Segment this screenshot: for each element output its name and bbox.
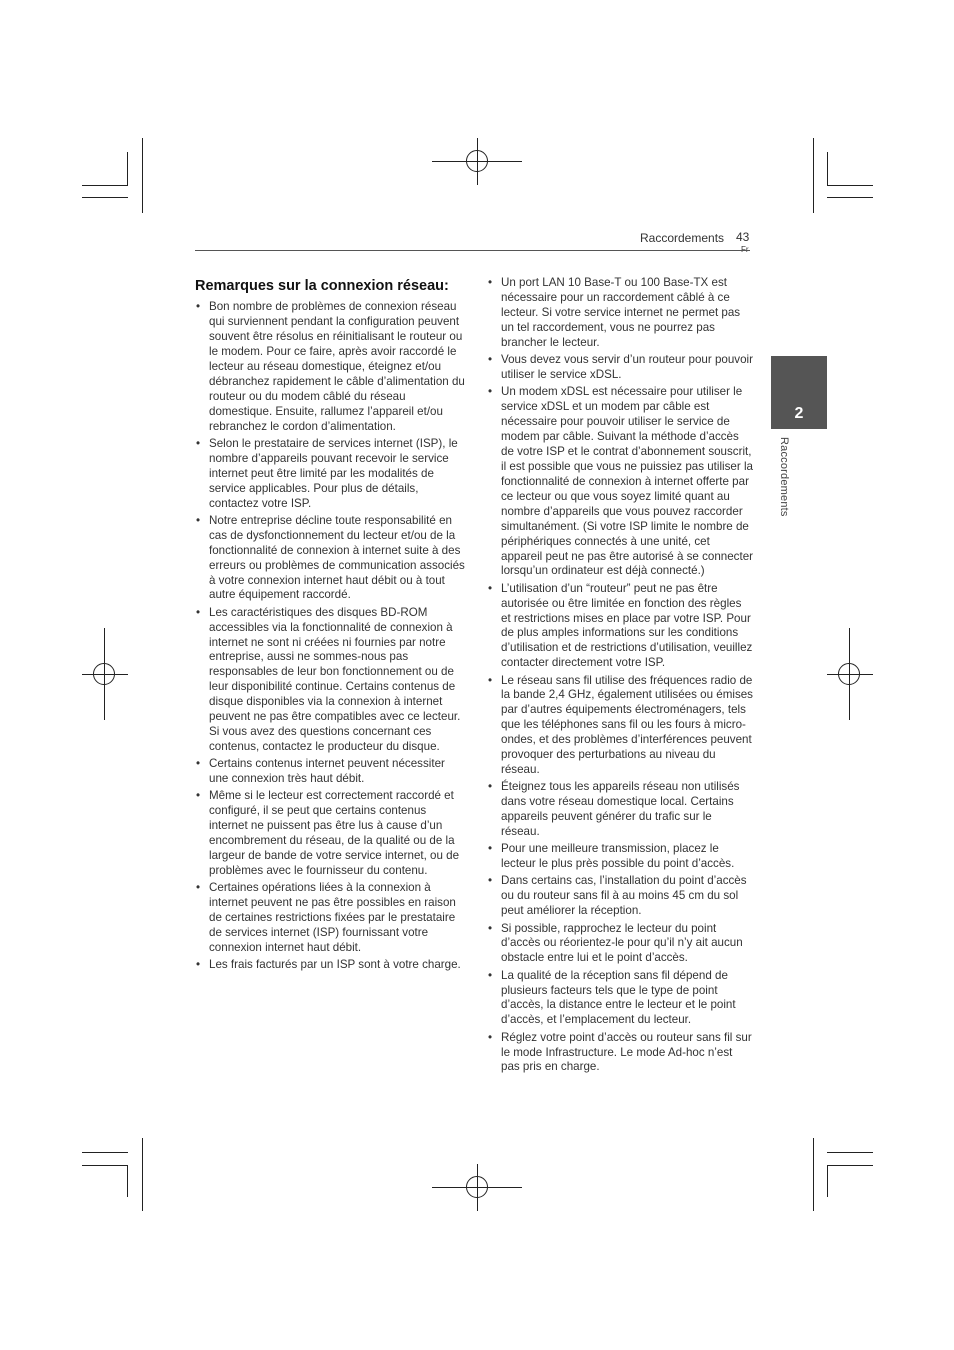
list-item: • Vous devez vous servir d’un routeur pour pouvoir utiliser le service xDSL. xyxy=(487,353,753,383)
list-item: • Selon le prestataire de services internet (ISP), le nombre d’appareils pouvant recevoir le service internet peut être limité par les modalités de service applicables. Pour plus de détails, contactez votre ISP. xyxy=(195,437,467,512)
left-column xyxy=(195,276,467,975)
list-item: • Notre entreprise décline toute responsabilité en cas de dysfonctionnement du lecteur et/ou de la fonctionnalité de connexion à internet suite à des erreurs ou problèmes de communication associés à votre connexion internet haut débit ou à tout autre équipement raccordé. xyxy=(195,514,467,604)
list-item: • Un port LAN 10 Base-T ou 100 Base-TX est nécessaire pour un raccordement câblé à ce lecteur. Si votre service internet ne permet pas un tel raccordement, vous ne pourrez pas brancher le lecteur. xyxy=(487,276,753,351)
chapter-side-label: Raccordements xyxy=(778,437,790,517)
right-bullet-list xyxy=(487,276,753,1075)
list-item: • Éteignez tous les appareils réseau non utilisés dans votre réseau domestique local. Certains appareils peuvent générer du trafic sur le réseau. xyxy=(487,780,753,840)
list-item: • Réglez votre point d’accès ou routeur sans fil sur le mode Infrastructure. Le mode Ad-hoc n’est pas pris en charge. xyxy=(487,1031,753,1076)
list-item: • Si possible, rapprochez le lecteur du point d’accès ou réorientez-le pour qu’il n’y ait aucun obstacle entre lui et le point d’accès. xyxy=(487,922,753,967)
list-item: • L’utilisation d’un “routeur” peut ne pas être autorisée ou être limitée en fonction des règles et restrictions mises en place par votre ISP. Pour de plus amples informations sur les conditions d’utilisation et de restrictions d’utilisation, veuillez contacter directement votre ISP. xyxy=(487,582,753,672)
list-item: • Bon nombre de problèmes de connexion réseau qui surviennent pendant la configuration peuvent souvent être résolus en réinitialisant le routeur ou le modem. Pour ce faire, après avoir raccordé le lecteur au réseau domestique, éteignez et/ou débranchez rapidement le câble d’alimentation du routeur ou du modem câblé du réseau domestique. Ensuite, rallumez l’appareil et/ou rebranchez le cordon d’alimentation. xyxy=(195,300,467,435)
chapter-number: 2 xyxy=(794,405,804,422)
list-item: • Les frais facturés par un ISP sont à votre charge. xyxy=(195,958,467,973)
list-item: • Certains contenus internet peuvent nécessiter une connexion très haut débit. xyxy=(195,757,467,787)
header-rule xyxy=(195,250,750,251)
running-header-section: Raccordements xyxy=(640,231,725,245)
list-item: • Pour une meilleure transmission, placez le lecteur le plus près possible du point d’accès. xyxy=(487,842,753,872)
list-item: • Dans certains cas, l’installation du point d’accès ou du routeur sans fil à au moins 45 cm du sol peut améliorer la réception. xyxy=(487,874,753,919)
list-item: • Le réseau sans fil utilise des fréquences radio de la bande 2,4 GHz, également utilisées ou émises par d’autres équipements électroménagers, tels que les téléphones sans fil ou les fours à micro-ondes, et des problèmes d’interférences peuvent provoquer des perturbations au niveau du réseau. xyxy=(487,674,753,779)
page-number: 43 xyxy=(736,230,750,244)
left-bullet-list xyxy=(195,300,467,973)
list-item: • Certaines opérations liées à la connexion à internet peuvent ne pas être possibles en raison de certaines restrictions fixées par le prestataire de services internet (ISP) fournissant votre connexion internet haut débit. xyxy=(195,881,467,956)
list-item: • Même si le lecteur est correctement raccordé et configuré, il se peut que certains contenus internet ne puissent pas être lus à cause d’un encombrement du réseau, de la qualité ou de la largeur de bande de votre service internet, ou de problèmes avec le fournisseur du contenu. xyxy=(195,789,467,879)
list-item: • La qualité de la réception sans fil dépend de plusieurs facteurs tels que le type de point d’accès, la distance entre le lecteur et le point d’accès, et l’emplacement du lecteur. xyxy=(487,969,753,1029)
list-item: • Les caractéristiques des disques BD-ROM accessibles via la fonctionnalité de connexion à internet ne sont ni créées ni fournies par notre entreprise, aussi ne sommes-nous pas responsables de leur bon fonctionnement ou de leur disponibilité continue. Certains contenus de disque disponibles via la connexion à internet peuvent ne pas être compatibles avec ce lecteur. Si vous avez des questions concernant ces contenus, contactez le producteur du disque. xyxy=(195,606,467,756)
chapter-tab xyxy=(771,356,827,429)
right-column xyxy=(487,276,753,1078)
list-item: • Un modem xDSL est nécessaire pour utiliser le service xDSL et un modem par câble est nécessaire pour pouvoir utiliser le service de modem par câble. Suivant la méthode d’accès de votre ISP et le contrat d’abonnement souscrit, il est possible que vous ne puissiez pas utiliser la fonctionnalité de connexion à internet offerte par ce lecteur ou que vous soyez limité quant au nombre d’appareils que vous pouvez raccorder simultanément. (Si votre ISP limite le nombre de périphériques connectés à une unité, cet appareil peut ne pas être autorisé à se connecter lorsqu’un ordinateur est déjà connecté.) xyxy=(487,385,753,579)
section-heading: Remarques sur la connexion réseau: xyxy=(195,278,449,294)
